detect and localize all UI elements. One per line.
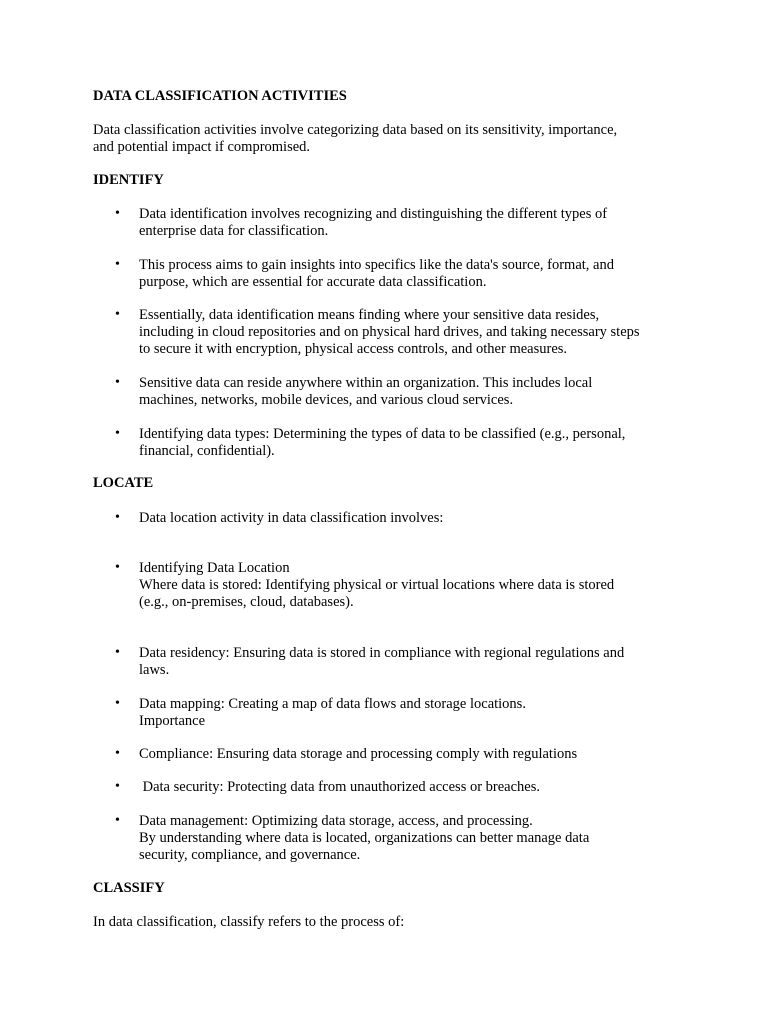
list-item-text — [139, 779, 684, 796]
list-item-text — [139, 307, 684, 358]
bullet-icon: • — [115, 307, 120, 322]
list-item-line: Data security: Protecting data from unauthorized access or breaches. — [139, 779, 541, 795]
classify-intro: In data classification, classify refers to the process of: — [93, 914, 405, 930]
list-item-line: Essentially, data identification means finding where your sensitive data resides, — [139, 307, 600, 323]
bullet-icon: • — [115, 813, 120, 828]
list-item-text — [139, 813, 684, 864]
bullet-icon: • — [115, 560, 120, 575]
list-item-line: security, compliance, and governance. — [139, 847, 361, 863]
list-item-line: Data management: Optimizing data storage, access, and processing. — [139, 813, 533, 829]
bullet-icon: • — [115, 746, 120, 761]
list-item-line: including in cloud repositories and on physical hard drives, and taking necessary steps — [139, 324, 640, 340]
list-item-line: machines, networks, mobile devices, and various cloud services. — [139, 392, 514, 408]
bullet-icon: • — [115, 696, 120, 711]
list-item-line: Data identification involves recognizing and distinguishing the different types of — [139, 206, 608, 222]
bullet-icon: • — [115, 779, 120, 794]
bullet-icon: • — [115, 257, 120, 272]
section-heading-identify: IDENTIFY — [93, 172, 164, 188]
list-item-line: laws. — [139, 662, 170, 678]
bullet-icon: • — [115, 426, 120, 441]
bullet-icon: • — [115, 510, 120, 525]
bullet-icon: • — [115, 645, 120, 660]
bullet-icon: • — [115, 206, 120, 221]
section-heading-locate: LOCATE — [93, 475, 154, 491]
list-item-line: Sensitive data can reside anywhere within an organization. This includes local — [139, 375, 593, 391]
list-item-text — [139, 510, 684, 527]
list-item-text — [139, 257, 684, 291]
list-item-line: This process aims to gain insights into specifics like the data's source, format, and — [139, 257, 614, 273]
list-item-line: Importance — [139, 713, 206, 729]
list-item-line: financial, confidential). — [139, 443, 275, 459]
list-item-line: Compliance: Ensuring data storage and processing comply with regulations — [139, 746, 578, 762]
list-item-line: Identifying data types: Determining the types of data to be classified (e.g., personal, — [139, 426, 626, 442]
list-item-text — [139, 645, 684, 679]
list-item-line: to secure it with encryption, physical access controls, and other measures. — [139, 341, 568, 357]
bullet-icon: • — [115, 375, 120, 390]
intro-line: Data classification activities involve categorizing data based on its sensitivity, importance, — [93, 122, 618, 138]
section-heading-classify: CLASSIFY — [93, 880, 165, 896]
intro-line: and potential impact if compromised. — [93, 139, 311, 155]
list-item-text — [139, 560, 684, 611]
list-item-text — [139, 206, 684, 240]
list-item-line: Data location activity in data classification involves: — [139, 510, 444, 526]
list-item-text — [139, 746, 684, 763]
list-item-text — [139, 426, 684, 460]
list-item-line: By understanding where data is located, organizations can better manage data — [139, 830, 590, 846]
document-title: DATA CLASSIFICATION ACTIVITIES — [93, 88, 347, 104]
list-item-line: Data mapping: Creating a map of data flows and storage locations. — [139, 696, 526, 712]
list-item-line: (e.g., on-premises, cloud, databases). — [139, 594, 354, 610]
list-item-line: Data residency: Ensuring data is stored in compliance with regional regulations and — [139, 645, 625, 661]
intro-paragraph — [93, 122, 693, 156]
list-item-line: Where data is stored: Identifying physical or virtual locations where data is stored — [139, 577, 615, 593]
list-item-line: enterprise data for classification. — [139, 223, 329, 239]
list-item-text — [139, 375, 684, 409]
list-item-line: Identifying Data Location — [139, 560, 290, 576]
list-item-line: purpose, which are essential for accurate data classification. — [139, 274, 487, 290]
list-item-text — [139, 696, 684, 730]
